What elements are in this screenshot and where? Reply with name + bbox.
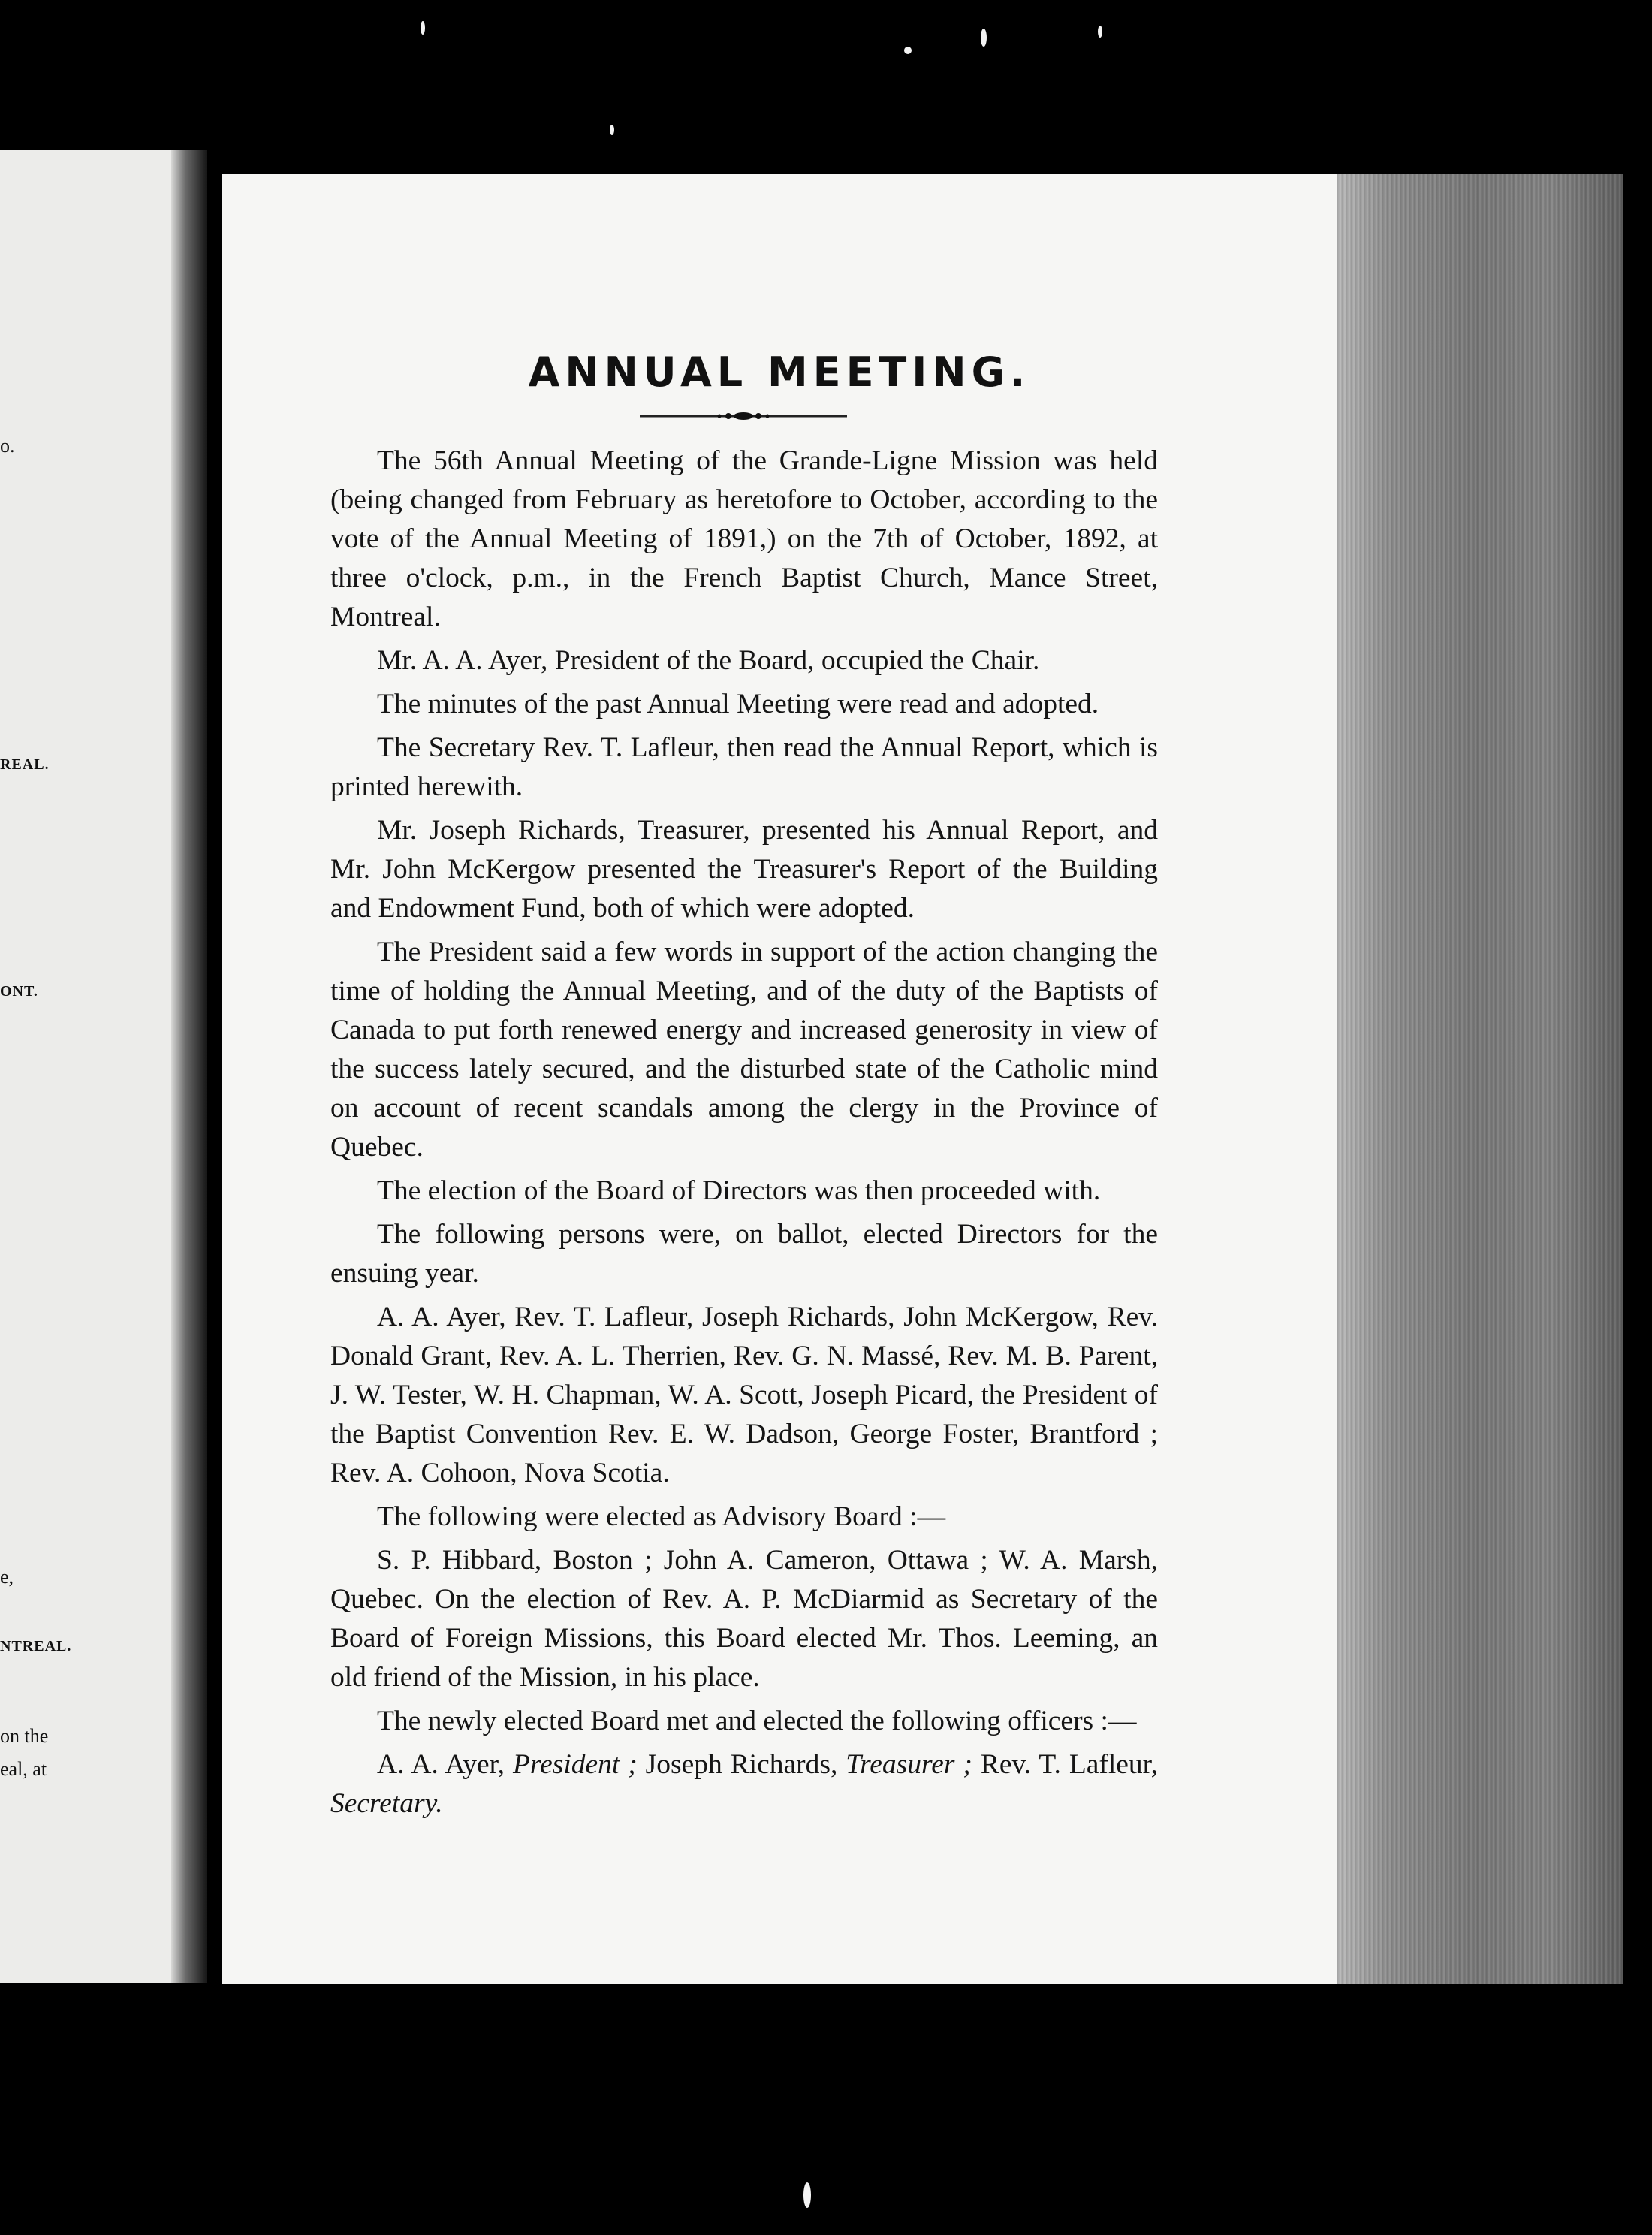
- paragraph: The minutes of the past Annual Meeting were read and adopted.: [377, 689, 1099, 719]
- treasurer-role: Treasurer ;: [846, 1749, 972, 1780]
- dust-speck: [1098, 26, 1102, 38]
- title-ornament: [640, 409, 847, 424]
- left-page-fragment: e,: [0, 1566, 14, 1588]
- page-block-edge: [1331, 174, 1623, 1984]
- left-page-fragment: ONT.: [0, 983, 38, 1000]
- officers-paragraph: [330, 1745, 1158, 1823]
- left-page-fragment: o.: [0, 435, 15, 457]
- paragraph: The following were elected as Advisory Board :—: [377, 1501, 946, 1532]
- paragraph: The election of the Board of Directors was then proceeded with.: [377, 1175, 1101, 1206]
- paragraph: The President said a few words in support of the action changing the time of holding the Annual Meeting, and of the duty of the Baptists of Canada to put forth renewed energy and increased generosity in view of the success lately secured, and the disturbed state of the Catholic mind on account of recent scandals among the clergy in the Province of Quebec.: [330, 937, 1158, 1163]
- secretary-role: Secretary.: [330, 1788, 443, 1819]
- paragraph: The 56th Annual Meeting of the Grande-Ligne Mission was held (being changed from February as heretofore to October, according to the vote of the Annual Meeting of 1891,) on the 7th of October, 1892, at three o'clock, p.m., in the French Baptist Church, Mance Street, Montreal.: [330, 445, 1158, 632]
- paragraph: S. P. Hibbard, Boston ; John A. Cameron, Ottawa ; W. A. Marsh, Quebec. On the election of Rev. A. P. McDiarmid as Secretary of the Board of Foreign Missions, this Board elected Mr. Thos. Leeming, an old friend of the Mission, in his place.: [330, 1545, 1158, 1693]
- president-name: A. A. Ayer,: [377, 1749, 505, 1780]
- page-title: ANNUAL MEETING.: [528, 348, 1031, 396]
- president-role: President ;: [512, 1749, 638, 1780]
- document-page: [222, 174, 1337, 1984]
- dust-speck: [904, 47, 912, 54]
- dust-speck: [803, 2182, 811, 2208]
- paragraph: Mr. Joseph Richards, Treasurer, presented his Annual Report, and Mr. John McKergow presented the Treasurer's Report of the Building and Endowment Fund, both of which were adopted.: [330, 815, 1158, 924]
- left-page-fragment: eal, at: [0, 1758, 47, 1780]
- treasurer-name: Joseph Richards,: [645, 1749, 838, 1780]
- secretary-name: Rev. T. Lafleur,: [980, 1749, 1159, 1780]
- paragraph: A. A. Ayer, Rev. T. Lafleur, Joseph Richards, John McKergow, Rev. Donald Grant, Rev. A. L. Therrien, Rev. G. N. Massé, Rev. M. B. Parent, J. W. Tester, W. H. Chapman, W. A. Scott, Joseph Picard, the President of the Baptist Convention Rev. E. W. Dadson, George Foster, Brantford ; Rev. A. Cohoon, Nova Scotia.: [330, 1301, 1158, 1488]
- left-page-fragment: REAL.: [0, 756, 50, 773]
- dust-speck: [421, 21, 425, 35]
- dust-speck: [610, 125, 614, 135]
- left-page-fragment: on the: [0, 1725, 49, 1747]
- paragraph: Mr. A. A. Ayer, President of the Board, occupied the Chair.: [377, 645, 1040, 676]
- left-page-fragment: NTREAL.: [0, 1638, 72, 1654]
- dust-speck: [981, 29, 987, 47]
- book-gutter: [171, 150, 207, 1983]
- meeting-minutes-text: [330, 442, 1158, 1835]
- paragraph: The following persons were, on ballot, elected Directors for the ensuing year.: [330, 1219, 1158, 1289]
- left-facing-page: [0, 150, 194, 1983]
- paragraph: The Secretary Rev. T. Lafleur, then read the Annual Report, which is printed herewith.: [330, 732, 1158, 802]
- paragraph: The newly elected Board met and elected the following officers :—: [377, 1706, 1137, 1736]
